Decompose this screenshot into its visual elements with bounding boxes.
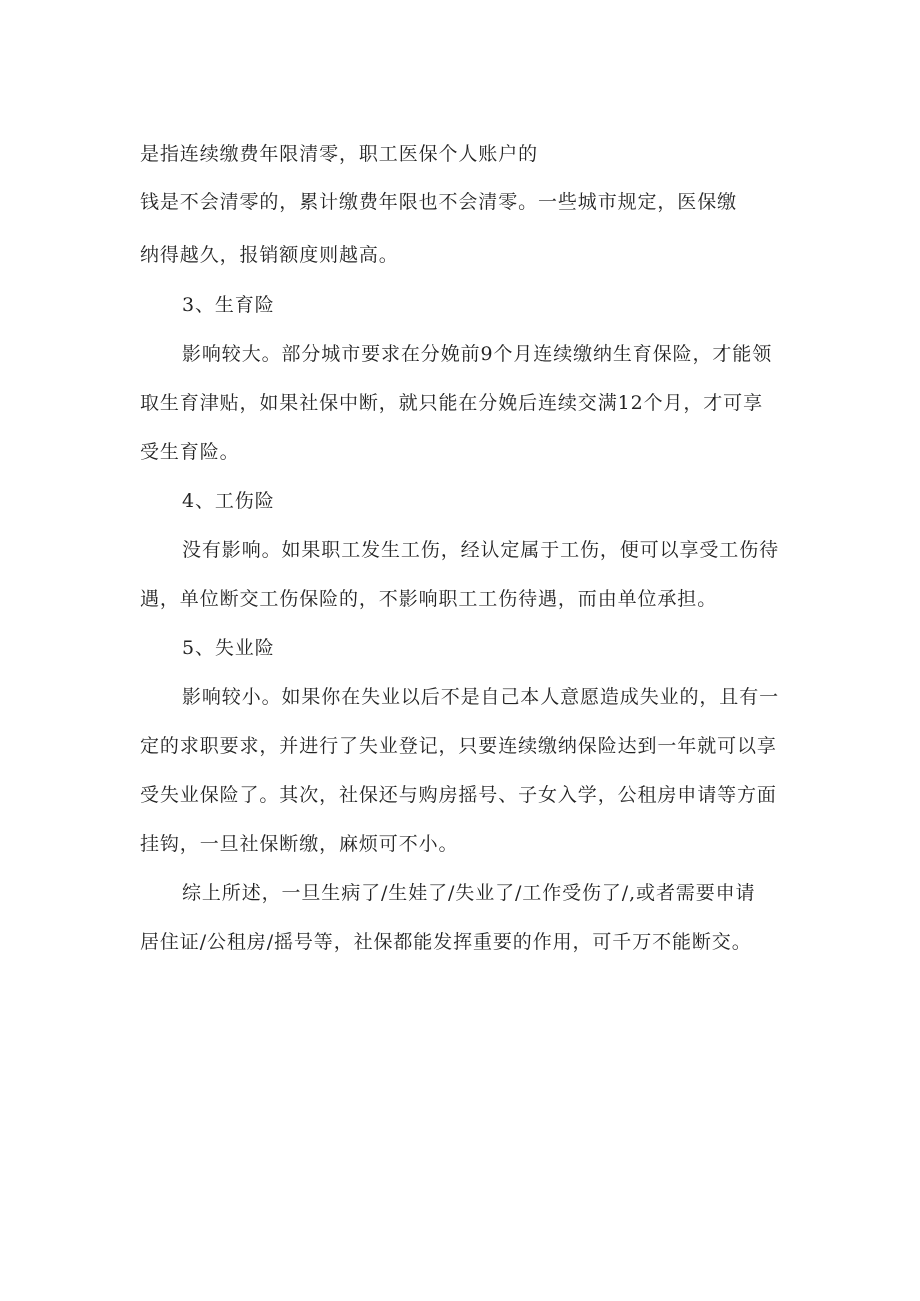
paragraph-line: 挂钩，一旦社保断缴，麻烦可不小。 xyxy=(140,833,459,855)
section-heading: 5、失业险 xyxy=(182,637,275,659)
paragraph-line: 纳得越久，报销额度则越高。 xyxy=(140,244,399,266)
paragraph-line: 是指连续缴费年限清零，职工医保个人账户的 xyxy=(140,143,539,165)
section-heading: 3、生育险 xyxy=(182,294,275,316)
paragraph-line: 遇，单位断交工伤保险的，不影响职工工伤待遇，而由单位承担。 xyxy=(140,588,718,610)
paragraph-line: 没有影响。如果职工发生工伤，经认定属于工伤，便可以享受工伤待 xyxy=(182,539,780,561)
paragraph-line: 影响较大。部分城市要求在分娩前9个月连续缴纳生育保险，才能领 xyxy=(182,343,773,365)
paragraph-line: 定的求职要求，并进行了失业登记，只要连续缴纳保险达到一年就可以享 xyxy=(140,735,777,757)
paragraph-line: 受生育险。 xyxy=(140,441,240,463)
paragraph-line: 影响较小。如果你在失业以后不是自己本人意愿造成失业的，且有一 xyxy=(182,686,780,708)
paragraph-line: 钱是不会清零的，累计缴费年限也不会清零。一些城市规定，医保缴 xyxy=(140,191,738,213)
paragraph-line: 受失业保险了。其次，社保还与购房摇号、子女入学，公租房申请等方面 xyxy=(140,784,777,806)
paragraph-line: 取生育津贴，如果社保中断，就只能在分娩后连续交满12个月，才可享 xyxy=(140,392,763,414)
paragraph-line: 综上所述，一旦生病了/生娃了/失业了/工作受伤了/,或者需要申请 xyxy=(182,882,756,904)
paragraph-line: 居住证/公租房/摇号等，社保都能发挥重要的作用，可千万不能断交。 xyxy=(140,931,752,953)
section-heading: 4、工伤险 xyxy=(182,490,275,512)
